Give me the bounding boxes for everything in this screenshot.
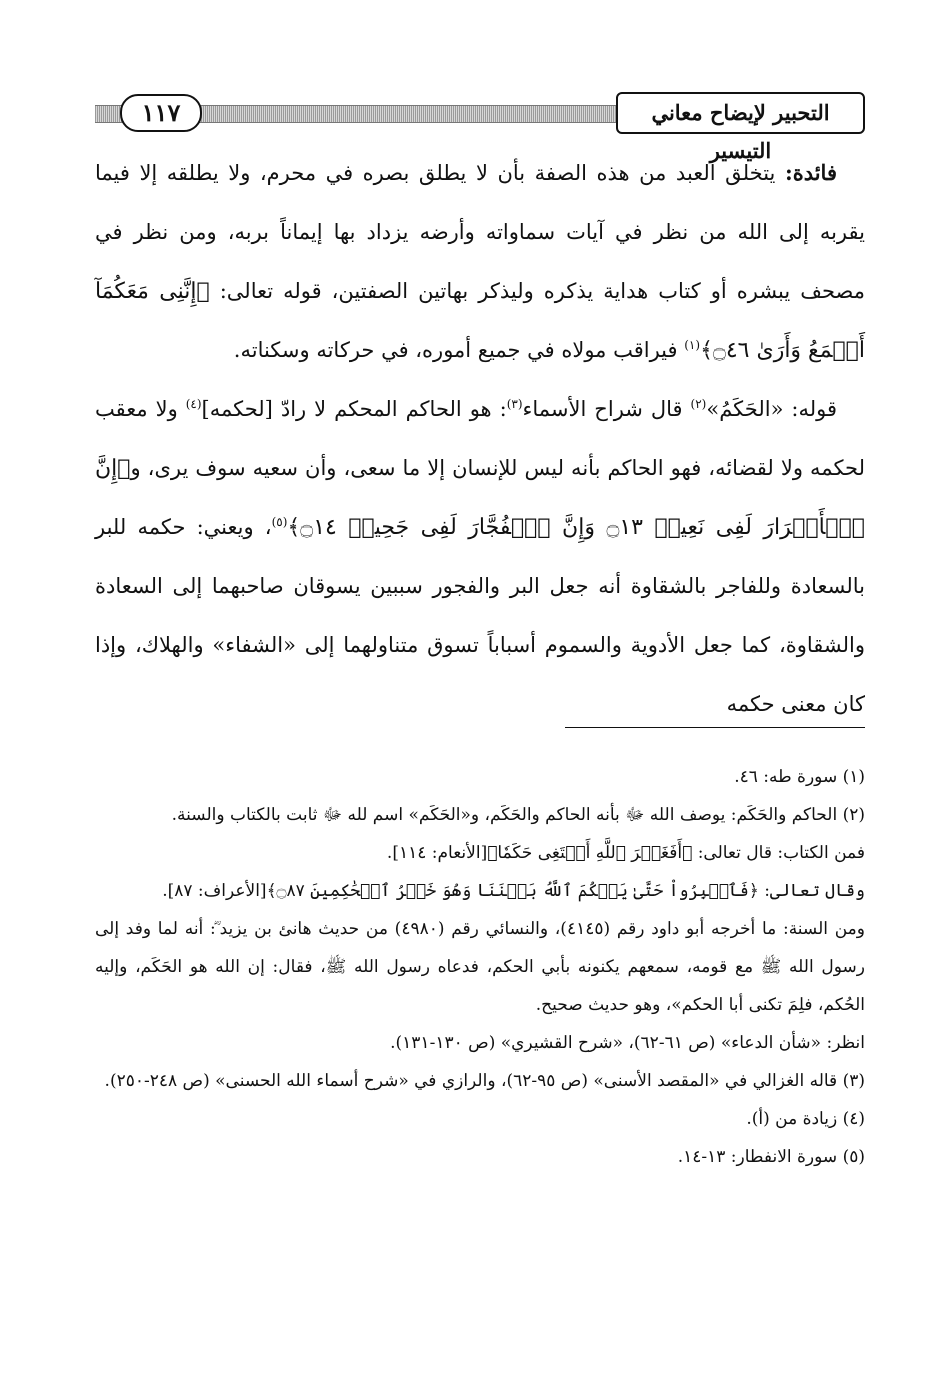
main-text — [95, 143, 865, 734]
footnote-ref-2: (٢) — [690, 397, 707, 411]
page-number: ١١٧ — [120, 94, 202, 132]
al-hakam-d: ولا معقب لحكمه ولا لقضائه، فهو الحاكم بأنه ليس للإنسان إلا ما سعى، وأن سعيه سوف يرى، و — [95, 397, 865, 480]
footnote-ref-1: (١) — [684, 338, 701, 352]
footnote-2: (٢) الحاكم والحَكَم: يوصف الله ﷻ بأنه الحاكم والحَكَم، و«الحَكَم» اسم لله ﷻ ثابت بالكتاب والسنة. — [171, 805, 865, 825]
footnote-2-sunnah: ومن السنة: ما أخرجه أبو داود رقم (٤١٤٥)، والنسائي رقم (٤٩٨٠) من حديث هانئ بن يزيد ؓ: أنه لما وفد إلى رسول الله ﷺ مع قومه، سمعهم يكنونه بأبي الحكم، فدعاه رسول الله ﷺ، فقال: إن الله هو الحَكَم، وإليه الحُكم، فلِمَ تكنى أبا الحكم»، وهو حديث صحيح. — [95, 919, 865, 1015]
footnote-5: (٥) سورة الانفطار: ١٣-١٤. — [677, 1147, 865, 1167]
benefit-lead: فائدة: — [784, 160, 837, 185]
benefit-text: يتخلق العبد من هذه الصفة بأن لا يطلق بصره في محرم، ولا يطلقه إلا فيما يقربه إلى الله من نظر في آيات سماواته وأرضه يزداد بها إيماناً بربه، ومن نظر في مصحف يبشره أو كتاب هداية يذكره وليذكر بهاتين الصفتين، قوله تعالى: — [95, 161, 865, 303]
footnote-2-quran-2: وقال تعالى: ﴿فَٱصۡبِرُواْ حَتَّىٰ يَحۡكُمَ ٱللَّهُ بَيۡنَنَا وَهُوَ خَيۡرُ ٱلۡحَٰكِمِينَ ۝٨٧﴾[الأعراف: ٨٧]. — [162, 881, 865, 901]
paragraph-benefit — [95, 143, 865, 380]
al-hakam-a: قوله: «الحَكَمُ» — [706, 397, 838, 421]
al-hakam-c: : هو الحاكم المحكم لا رادّ [لحكمه] — [201, 397, 507, 421]
footnote-ref-5: (٥) — [271, 515, 288, 529]
footnote-divider — [565, 727, 865, 728]
paragraph-al-hakam — [95, 380, 865, 734]
footnote-3: (٣) قاله الغزالي في «المقصد الأسنى» (ص ٩٥-٦٢)، والرازي في «شرح أسماء الله الحسنى» (ص ٢٤٨-٢٥٠). — [104, 1071, 865, 1091]
footnote-ref-3: (٣) — [506, 397, 523, 411]
benefit-tail: فيراقب مولاه في جميع أموره، في حركاته وسكناته. — [233, 338, 685, 362]
footnote-1: (١) سورة طه: ٤٦. — [734, 767, 865, 787]
footnote-2-quran-1: فمن الكتاب: قال تعالى: ﴿أَفَغَيۡرَ ٱللَّهِ أَبۡتَغِى حَكَمٗا﴾[الأنعام: ١١٤]. — [386, 843, 865, 863]
footnote-2-refs: انظر: «شأن الدعاء» (ص ٦١-٦٢)، «شرح القشيري» (ص ١٣٠-١٣١). — [390, 1033, 865, 1053]
running-title: التحبير لإيضاح معاني التيسير — [616, 92, 865, 134]
al-hakam-b: قال شراح الأسماء — [522, 397, 691, 421]
quran-verse-taha: ﴿إِنَّنِى مَعَكُمَآ أَسۡمَعُ وَأَرَىٰ ۝٤٦﴾ — [95, 279, 865, 363]
footnote-4: (٤) زيادة من (أ). — [746, 1109, 865, 1129]
footnote-ref-4: (٤) — [185, 397, 202, 411]
footnotes — [95, 758, 865, 1176]
al-hakam-e: ، ويعني: حكمه للبر بالسعادة وللفاجر بالشقاوة أنه جعل البر والفجور سببين يسوقان صاحبهما إلى السعادة والشقاوة، كما جعل الأدوية والسموم أسباباً تسوق متناولهما إلى «الشفاء» والهلاك، وإذا كان معنى حكمه — [95, 515, 865, 716]
quran-verse-infitar: ﴿إِنَّ ٱلۡأَبۡرَارَ لَفِى نَعِيمٖ ۝١٣ وَإِنَّ ٱلۡفُجَّارَ لَفِى جَحِيمٖ ۝١٤﴾ — [95, 456, 865, 540]
page-header — [95, 92, 865, 163]
